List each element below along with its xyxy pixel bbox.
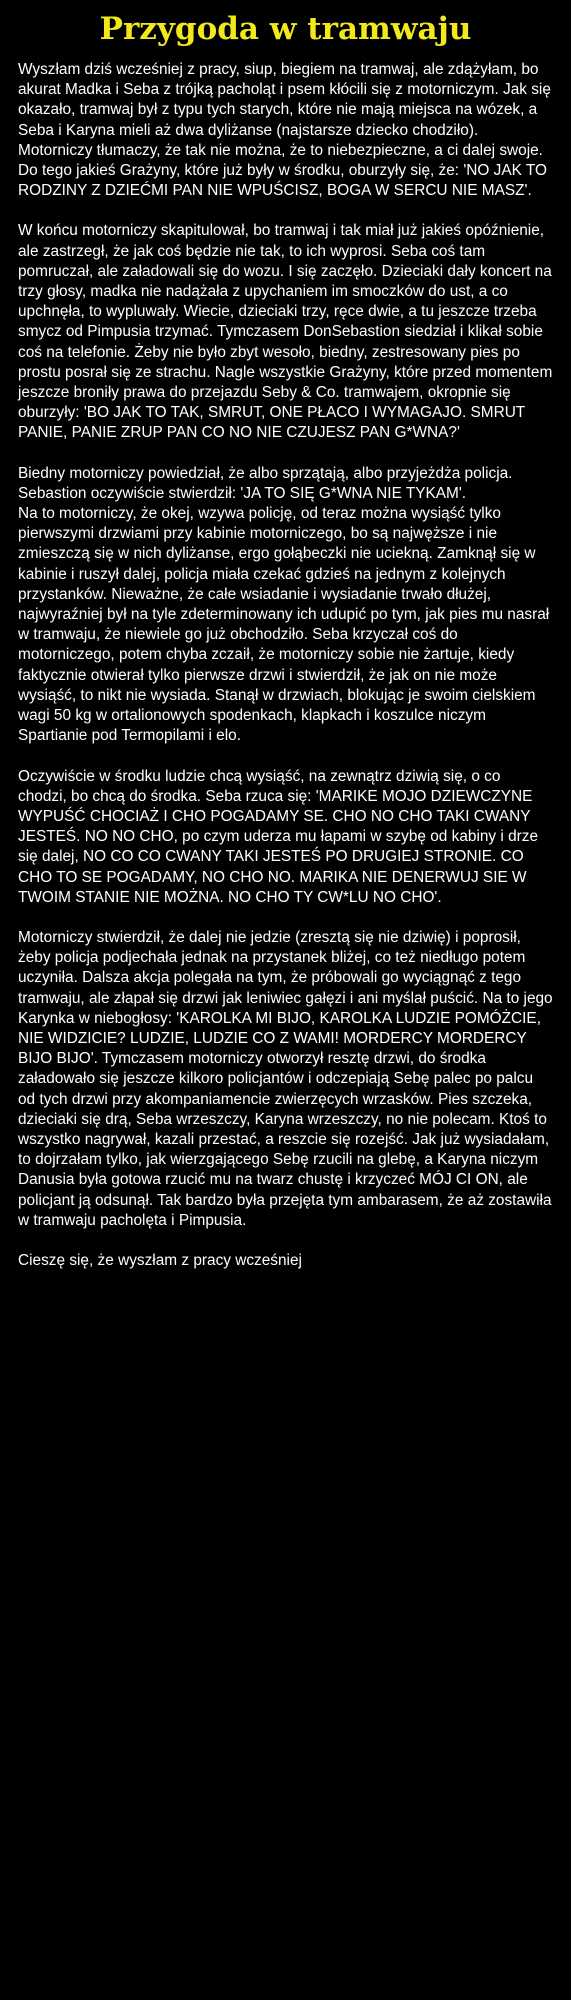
story-body [18, 60, 553, 1271]
story-paragraph-1: Wyszłam dziś wcześniej z pracy, siup, biegiem na tramwaj, ale zdążyłam, bo akurat Madka i Seba z trójką pacholąt i psem kłócili się z motorniczym. Jak się okazało, tramwaj był z typu tych starych, które nie mają miejsca na wózek, a Seba i Karyna mieli aż dwa dyliżanse (najstarsze dziecko chodziło). Motorniczy tłumaczy, że tak nie można, że to niebezpieczne, a ci dalej swoje. Do tego jakieś Grażyny, które już były w środku, oburzyły się, że: 'NO JAK TO RODZINY Z DZIEĆMI PAN NIE WPUŚCISZ, BOGA W SERCU NIE MASZ'. [18, 61, 551, 200]
story-title: Przygoda w tramwaju [99, 11, 472, 47]
story-paragraph-2: W końcu motorniczy skapitulował, bo tramwaj i tak miał już jakieś opóźnienie, ale zastrzegł, że jak coś będzie nie tak, to ich wyprosi. Seba coś tam pomruczał, ale załadowali się do wozu. I się zaczęło. Dzieciaki dały koncert na trzy głosy, madka nie nadążała z upychaniem im smoczków do ust, a co upchnęła, to wypluwały. Wiecie, dzieciaki trzy, ręce dwie, a tu jeszcze trzeba smycz od Pimpusia trzymać. Tymczasem DonSebastion siedział i klikał sobie coś na telefonie. Żeby nie było zbyt wesoło, biedny, zestresowany pies po prostu posrał się ze strachu. Nagle wszystkie Grażyny, które przed momentem jeszcze broniły prawa do przejazdu Seby & Co. tramwajem, okropnie się oburzyły: 'BO JAK TO TAK, SMRUT, ONE PŁACO I WYMAGAJO. SMRUT PANIE, PANIE ZRUP PAN CO NO NIE CZUJESZ PAN G*WNA?' [18, 222, 553, 442]
story-paragraph-5: Motorniczy stwierdził, że dalej nie jedzie (zresztą się nie dziwię) i poprosił, żeby policja podjechała jednak na przystanek bliżej, co też niedługo potem uczyniła. Dalsza akcja polegała na tym, że próbowali go wyciągnąć z tego tramwaju, ale złapał się drzwi jak leniwiec gałęzi i ani myślał puścić. Na to jego Karynka w niebogłosy: 'KAROLKA MI BIJO, KAROLKA LUDZIE POMÓŻCIE, NIE WIDZICIE? LUDZIE, LUDZIE CO Z WAMI! MORDERCY MORDERCY BIJO BIJO'. Tymczasem motorniczy otworzył resztę drzwi, do środka załadowało się jeszcze kilkoro policjantów i odczepiają Sebę palec po palcu od tych drzwi przy akompaniamencie zwierzęcych wrzasków. Pies szczeka, dzieciaki się drą, Seba wrzeszczy, Karyna wrzeszczy, no nie polecam. Ktoś to wszystko nagrywał, kazali przestać, a reszcie się rozejść. Jak już wysiadałam, to dojrzałam tylko, jak wierzgającego Sebę rzucili na glebę, a Karyna niczym Danusia była gotowa rzucić mu na twarz chustę i krzyczeć MÓJ CI ON, ale policjant ją odsunął. Tak bardzo była przejęta tym ambarasem, że aż zostawiła w tramwaju pacholęta i Pimpusia. [18, 928, 553, 1229]
story-paragraph-6: Cieszę się, że wyszłam z pracy wcześniej [18, 1251, 302, 1269]
story-paragraph-4: Oczywiście w środku ludzie chcą wysiąść, na zewnątrz dziwią się, o co chodzi, bo chcą do środka. Seba rzuca się: 'MARIKE MOJO DZIEWCZYNE WYPUŚĆ CHOCIAŻ I CHO POGADAMY SE. CHO NO CHO TAKI CWANY JESTEŚ. NO NO CHO, po czym uderza mu łapami w szybę od kabiny i drze się dalej, NO CO CO CWANY TAKI JESTEŚ PO DRUGIEJ STRONIE. CO CHO TO SE POGADAMY, NO CHO NO. MARIKA NIE DENERWUJ SIE W TWOIM STANIE NIE MOŻNA. NO CHO TY CW*LU NO CHO'. [18, 767, 539, 906]
story-paragraph-3: Biedny motorniczy powiedział, że albo sprzątają, albo przyjeżdża policja. Sebastion oczywiście stwierdził: 'JA TO SIĘ G*WNA NIE TYKAM'. Na to motorniczy, że okej, wzywa policję, od teraz można wysiąść tylko pierwszymi drzwiami przy kabinie motorniczego, bo są najwęższe i nie zmieszczą się w nich dyliżanse, ergo gołąbeczki nie uciekną. Zamknął się w kabinie i ruszył dalej, policja miała czekać gdzieś na jednym z kolejnych przystanków. Nieważne, że całe wsiadanie i wysiadanie trwało dłużej, najwyraźniej był na tyle zdeterminowany ich udupić po tym, jak pies mu nasrał w tramwaju, że niewiele go już obchodziło. Seba krzyczał coś do motorniczego, potem chyba zczaił, że motorniczy sobie nie żartuje, kiedy faktycznie otwierał tylko pierwsze drzwi i stwierdził, że jak on nie może wysiąść, to nikt nie wysiada. Stanął w drzwiach, blokując je swoim cielskiem wagi 50 kg w ortalionowych spodenkach, klapkach i koszulce niczym Spartianie pod Termopilami i elo. [18, 464, 550, 745]
